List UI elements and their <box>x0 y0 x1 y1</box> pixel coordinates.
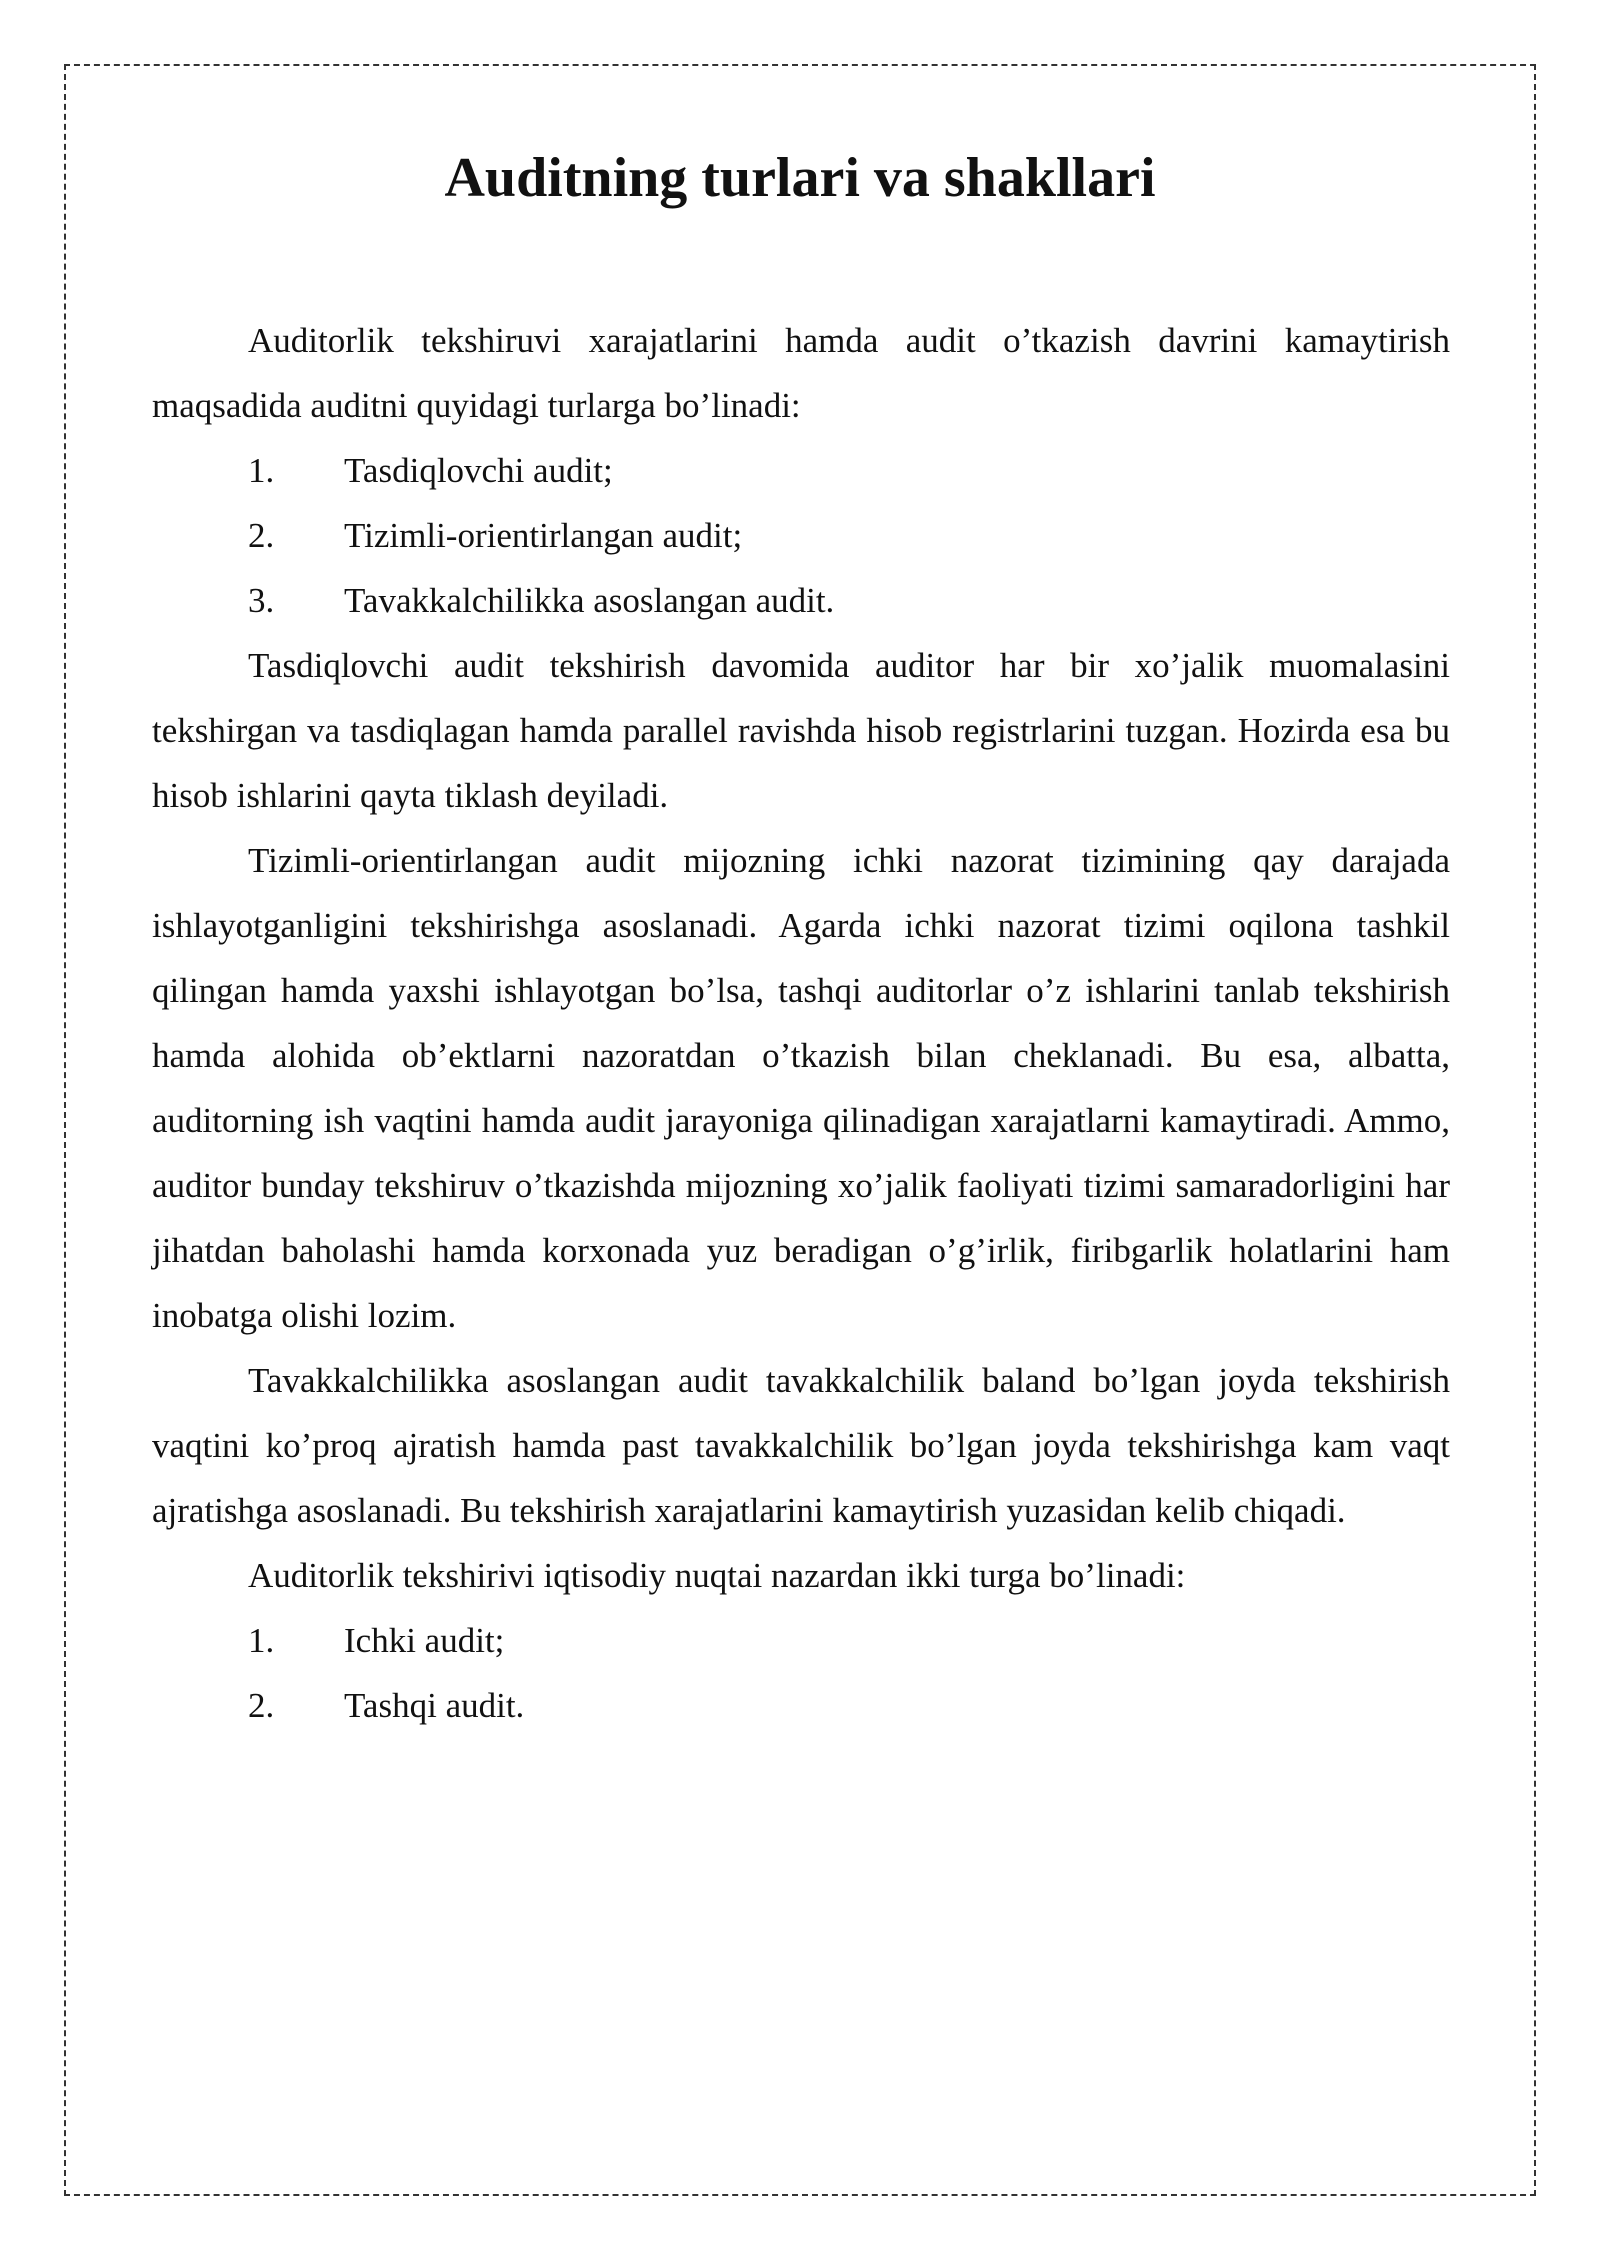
list-item-number: 1. <box>248 451 275 490</box>
list-item <box>152 568 1450 633</box>
list-item-text: Tashqi audit. <box>344 1686 525 1725</box>
systems-audit-paragraph: Tizimli-orientirlangan audit mijozning ichki nazorat tizimining qay darajada ishlayotganligini tekshirishga asoslanadi. Agarda ichki nazorat tizimi oqilona tashkil qilingan hamda yaxshi ishlayotgan bo’lsa, tashqi auditorlar o’z ishlarini tanlab tekshirish hamda alohida ob’ektlarni nazoratdan o’tkazish bilan cheklanadi. Bu esa, albatta, auditorning ish vaqtini hamda audit jarayoniga qilinadigan xarajatlarni kamaytiradi. Ammo, auditor bunday tekshiruv o’tkazishda mijozning xo’jalik faoliyati tizimi samaradorligini har jihatdan baholashi hamda korxonada yuz beradigan o’g’irlik, firibgarlik holatlarini ham inobatga olishi lozim. <box>152 841 1450 1335</box>
page-title: Auditning turlari va shakllari <box>444 147 1156 209</box>
economic-types-paragraph: Auditorlik tekshirivi iqtisodiy nuqtai nazardan ikki turga bo’linadi: <box>248 1556 1186 1595</box>
list-item <box>152 503 1450 568</box>
confirming-audit-paragraph: Tasdiqlovchi audit tekshirish davomida auditor har bir xo’jalik muomalasini tekshirgan va tasdiqlagan hamda parallel ravishda hisob registrlarini tuzgan. Hozirda esa bu hisob ishlarini qayta tiklash deyiladi. <box>152 646 1450 815</box>
list-item <box>152 1673 1450 1738</box>
list-item <box>152 438 1450 503</box>
list-item-number: 2. <box>248 516 275 555</box>
list-item-text: Tasdiqlovchi audit; <box>344 451 613 490</box>
list-item-text: Tavakkalchilikka asoslangan audit. <box>344 581 835 620</box>
list-item <box>152 1608 1450 1673</box>
list-item-number: 2. <box>248 1686 275 1725</box>
list-item-text: Tizimli-orientirlangan audit; <box>344 516 743 555</box>
document-body <box>152 308 1450 1738</box>
economic-audit-types-list <box>152 1608 1450 1738</box>
intro-paragraph: Auditorlik tekshiruvi xarajatlarini hamda audit o’tkazish davrini kamaytirish maqsadida auditni quyidagi turlarga bo’linadi: <box>152 321 1450 425</box>
list-item-number: 3. <box>248 581 275 620</box>
list-item-text: Ichki audit; <box>344 1621 505 1660</box>
audit-types-list <box>152 438 1450 633</box>
list-item-number: 1. <box>248 1621 275 1660</box>
risk-audit-paragraph: Tavakkalchilikka asoslangan audit tavakkalchilik baland bo’lgan joyda tekshirish vaqtini ko’proq ajratish hamda past tavakkalchilik bo’lgan joyda tekshirishga kam vaqt ajratishga asoslanadi. Bu tekshirish xarajatlarini kamaytirish yuzasidan kelib chiqadi. <box>152 1361 1450 1530</box>
